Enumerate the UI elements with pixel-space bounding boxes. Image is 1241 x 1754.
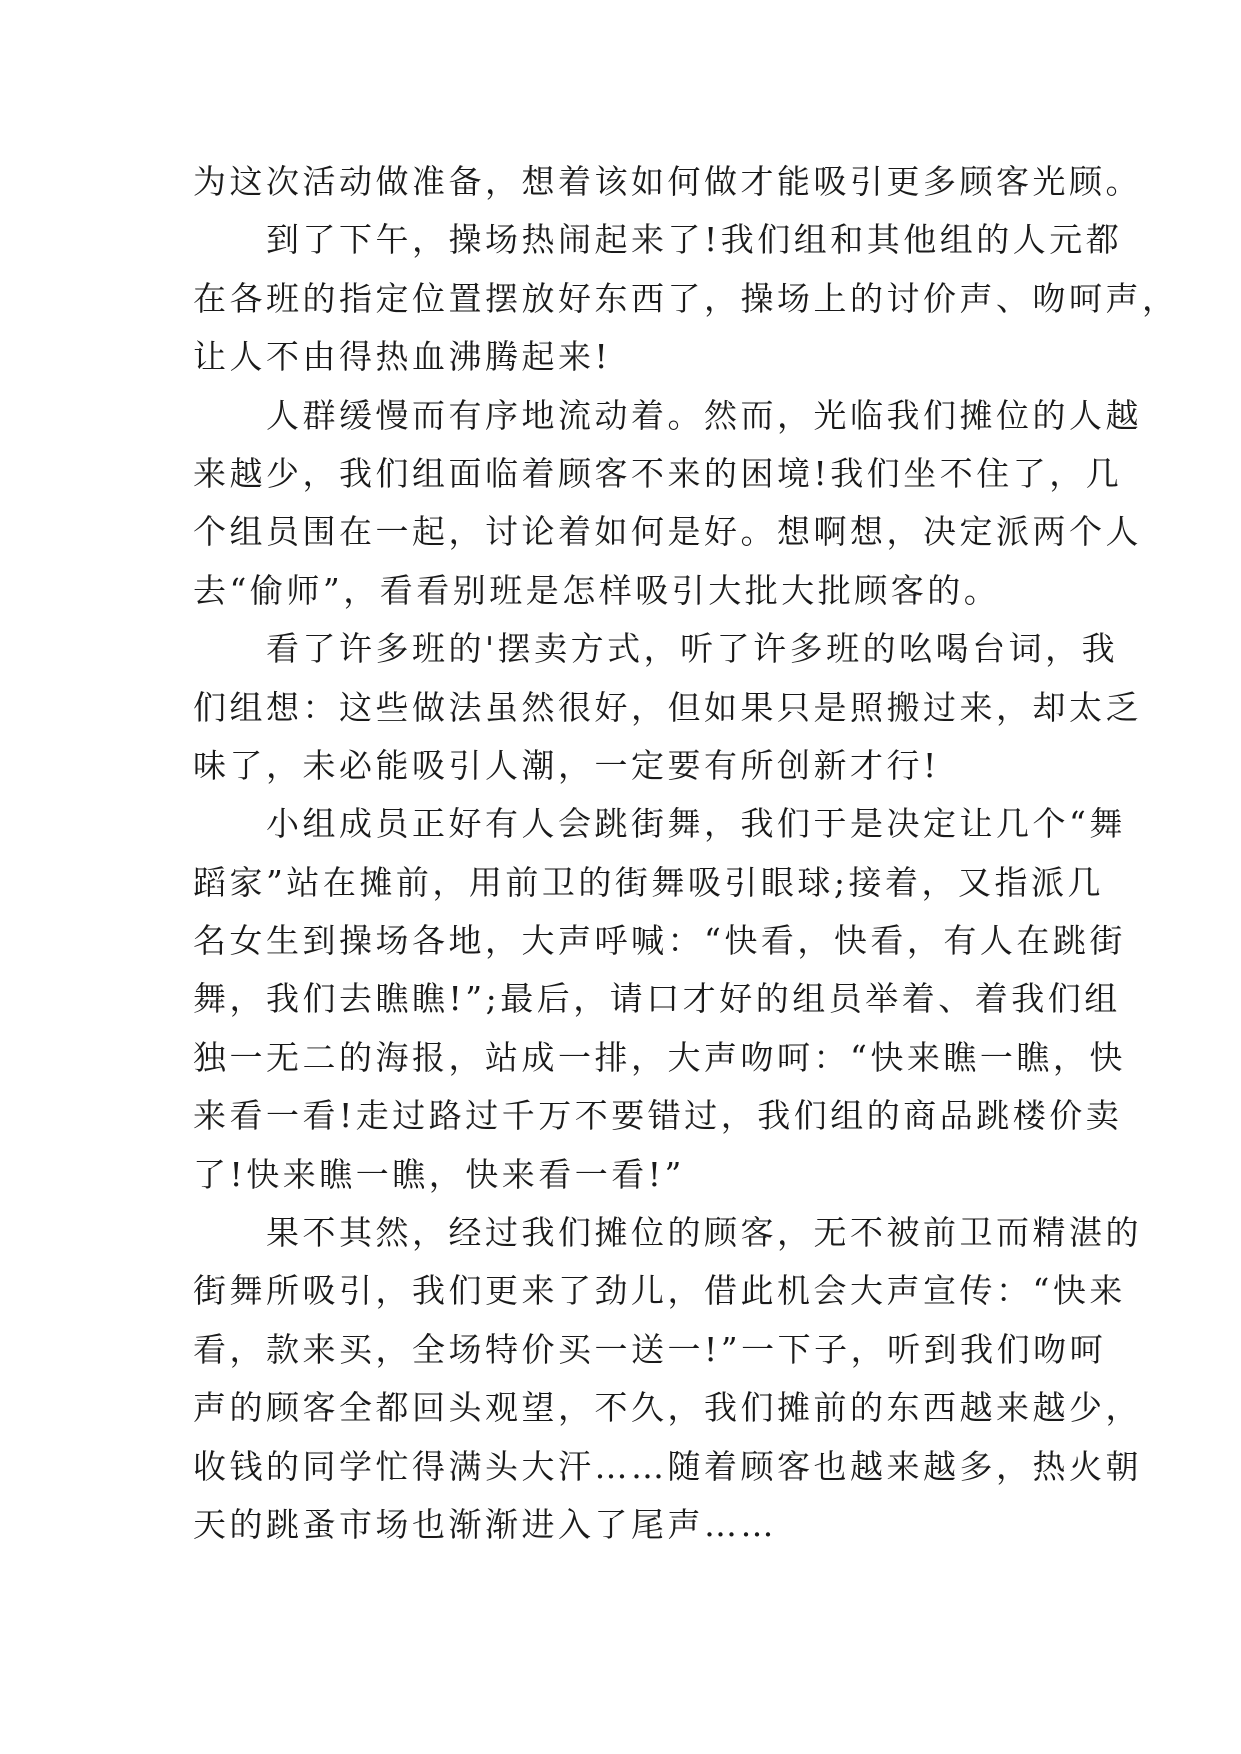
text-line: 名女生到操场各地，大声呼喊：“快看，快看，有人在跳街 <box>193 921 1126 961</box>
text-line: 声的顾客全都回头观望，不久，我们摊前的东西越来越少， <box>193 1388 1142 1428</box>
text-line: 小组成员正好有人会跳街舞，我们于是决定让几个“舞 <box>193 804 1126 844</box>
text-line: 蹈家”站在摊前，用前卫的街舞吸引眼球;接着，又指派几 <box>193 862 1104 902</box>
text-line: 们组想：这些做法虽然很好，但如果只是照搬过来，却太乏 <box>193 687 1142 727</box>
text-line: 看了许多班的'摆卖方式，听了许多班的吆喝台词，我 <box>193 629 1119 669</box>
text-line: 看，款来买，全场特价买一送一!”一下子，听到我们吻呵 <box>193 1329 1107 1369</box>
text-line: 天的跳蚤市场也渐渐进入了尾声…… <box>193 1504 777 1544</box>
text-line: 味了，未必能吸引人潮，一定要有所创新才行! <box>193 745 940 785</box>
text-line: 独一无二的海报，站成一排，大声吻呵：“快来瞧一瞧，快 <box>193 1037 1126 1077</box>
text-line: 让人不由得热血沸腾起来! <box>193 337 612 377</box>
text-line: 到了下午，操场热闹起来了!我们组和其他组的人元都 <box>193 220 1123 260</box>
text-line: 街舞所吸引，我们更来了劲儿，借此机会大声宣传：“快来 <box>193 1271 1126 1311</box>
text-line: 来越少，我们组面临着顾客不来的困境!我们坐不住了，几 <box>193 453 1123 493</box>
text-line: 去“偷师”，看看别班是怎样吸引大批大批顾客的。 <box>193 570 1001 610</box>
text-line: 人群缓慢而有序地流动着。然而，光临我们摊位的人越 <box>193 395 1142 435</box>
text-line: 为这次活动做准备，想着该如何做才能吸引更多顾客光顾。 <box>193 162 1142 201</box>
text-line: 了!快来瞧一瞧，快来看一看!” <box>193 1154 685 1194</box>
text-line: 在各班的指定位置摆放好东西了，操场上的讨价声、吻呵声， <box>193 278 1179 318</box>
text-line: 果不其然，经过我们摊位的顾客，无不被前卫而精湛的 <box>193 1213 1142 1253</box>
text-line: 舞，我们去瞧瞧!”;最后，请口才好的组员举着、着我们组 <box>193 979 1121 1019</box>
text-line: 个组员围在一起，讨论着如何是好。想啊想，决定派两个人 <box>193 512 1142 552</box>
document-body <box>193 153 1179 1554</box>
text-line: 收钱的同学忙得满头大汗……随着顾客也越来越多，热火朝 <box>193 1446 1142 1486</box>
text-line: 来看一看!走过路过千万不要错过，我们组的商品跳楼价卖 <box>193 1096 1123 1136</box>
